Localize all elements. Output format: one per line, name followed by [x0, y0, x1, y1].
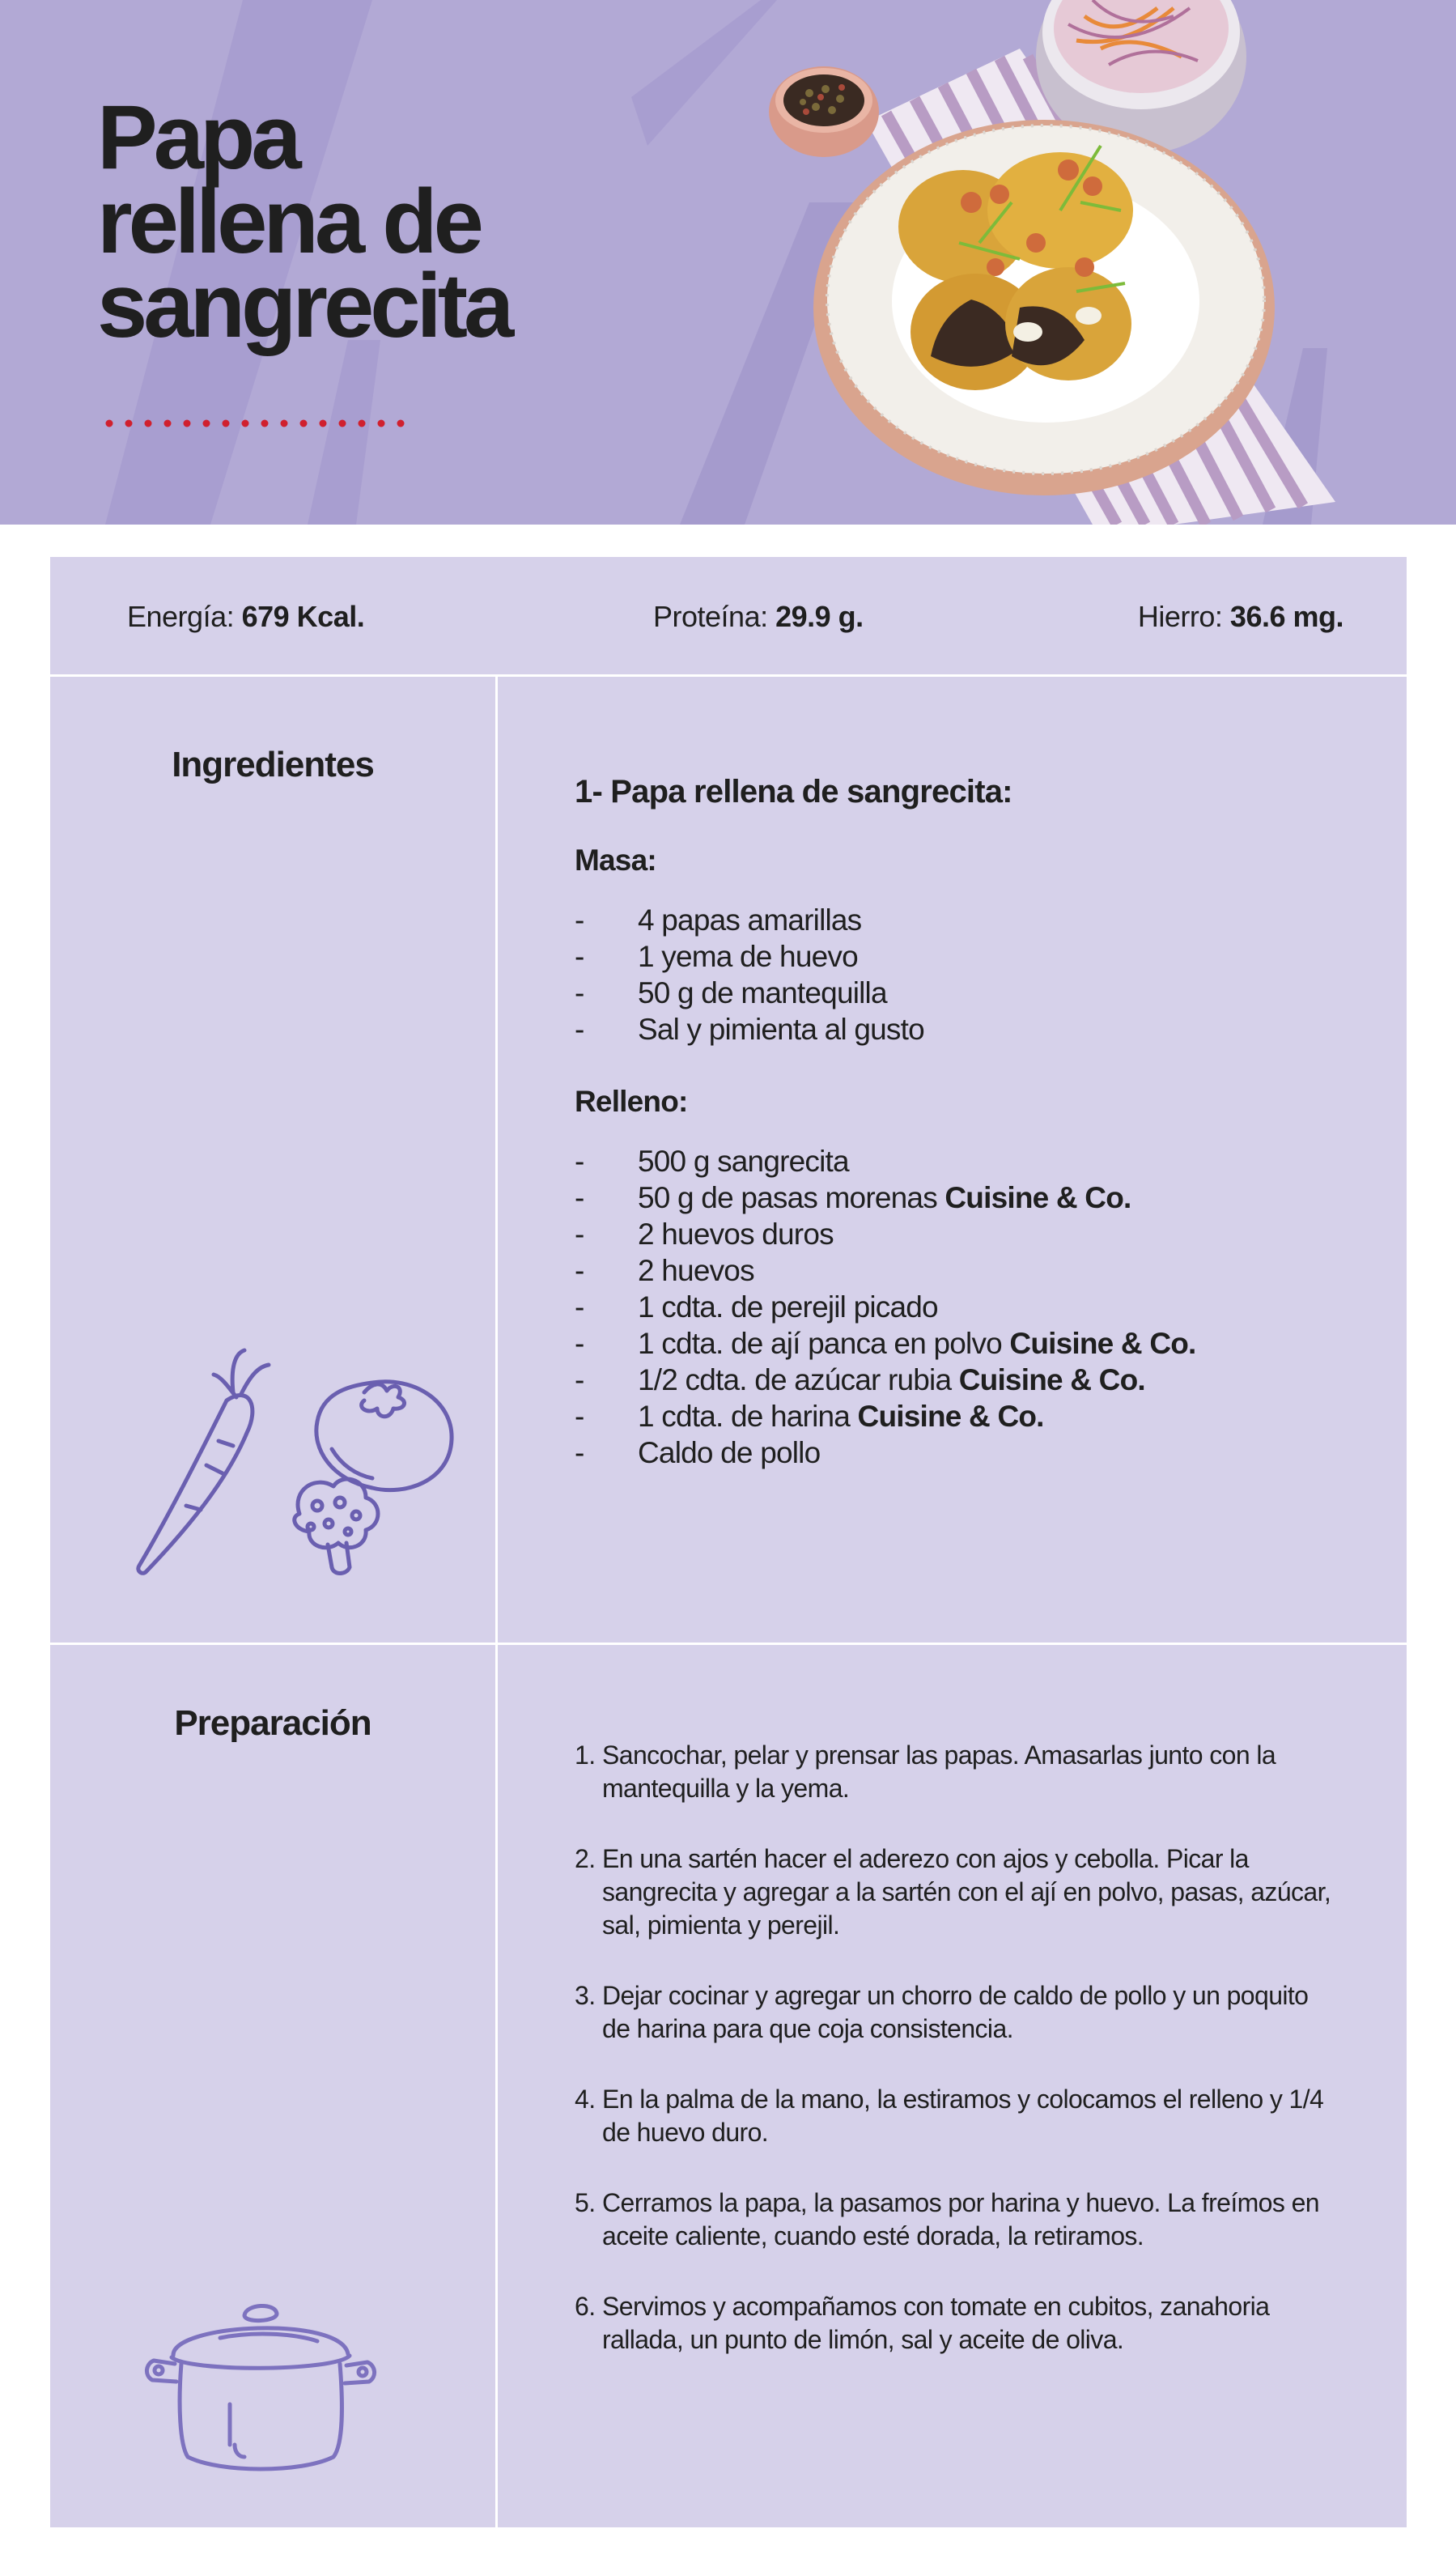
steps-list — [575, 1739, 1335, 2394]
broccoli-icon — [295, 1479, 378, 1573]
stat-protein-value: 29.9 g. — [775, 600, 864, 633]
list-item: - 50 g de pasas morenas Cuisine & Co. — [575, 1181, 1131, 1214]
list-item: - 1 cdta. de ají panca en polvo Cuisine & Co. — [575, 1327, 1196, 1360]
recipe-title-line-1: Papa — [97, 87, 298, 188]
list-item: 5. Cerramos la papa, la pasamos por harina y huevo. La freímos en aceite caliente, cuando esté dorada, la retiramos. — [575, 2188, 1319, 2250]
list-item: - 1 cdta. de harina Cuisine & Co. — [575, 1400, 1044, 1433]
stat-iron-label: Hierro: — [1137, 600, 1223, 633]
tomato-icon — [316, 1382, 452, 1490]
nutrition-bar — [50, 557, 1407, 677]
list-item: 4. En la palma de la mano, la estiramos y colocamos el relleno y 1/4 de huevo duro. — [575, 2085, 1324, 2147]
stat-iron-value: 36.6 mg. — [1229, 600, 1344, 633]
stat-iron — [1138, 597, 1344, 636]
stat-protein — [653, 597, 864, 636]
list-item: - Caldo de pollo — [575, 1436, 821, 1469]
masa-heading: Masa: — [575, 844, 656, 877]
list-item: - 2 huevos duros — [575, 1218, 834, 1251]
list-item: - 50 g de mantequilla — [575, 976, 887, 1009]
list-item: - 4 papas amarillas — [575, 903, 862, 937]
masa-list — [575, 902, 924, 1048]
list-item: 1. Sancochar, pelar y prensar las papas. Amasarlas junto con la mantequilla y la yema. — [575, 1740, 1276, 1803]
brand-name: Cuisine & Co. — [857, 1400, 1044, 1433]
relleno-list — [575, 1143, 1196, 1471]
preparation-heading: Preparación — [174, 1703, 371, 1743]
list-item: 2. En una sartén hacer el aderezo con ajos y cebolla. Picar la sangrecita y agregar a la sartén con el ají en polvo, pasas, azúcar, sal, pimienta y perejil. — [575, 1844, 1331, 1940]
hero-banner — [0, 0, 1456, 525]
stat-energy-value: 679 Kcal. — [241, 600, 365, 633]
stat-protein-label: Proteína: — [653, 600, 768, 633]
recipe-card — [50, 557, 1407, 2527]
brand-name: Cuisine & Co. — [1009, 1327, 1196, 1360]
section-divider — [50, 1643, 1407, 1645]
cooking-pot-icon — [146, 2306, 374, 2469]
list-item: 6. Servimos y acompañamos con tomate en cubitos, zanahoria rallada, un punto de limón, sal y aceite de oliva. — [575, 2292, 1270, 2354]
recipe-title-line-3: sangrecita — [97, 255, 511, 356]
brand-name: Cuisine & Co. — [958, 1363, 1145, 1396]
list-item: - 1/2 cdta. de azúcar rubia Cuisine & Co. — [575, 1363, 1145, 1396]
cooking-pot-illustration — [139, 2291, 382, 2477]
recipe-subtitle: 1- Papa rellena de sangrecita: — [575, 774, 1012, 810]
peppercorn-bowl — [769, 66, 879, 157]
relleno-heading: Relleno: — [575, 1085, 688, 1118]
decorative-dotted-line — [105, 418, 421, 429]
list-item: - 500 g sangrecita — [575, 1145, 849, 1178]
vegetables-illustration — [129, 1344, 469, 1579]
list-item: - 1 cdta. de perejil picado — [575, 1290, 938, 1324]
recipe-title-line-2: rellena de — [97, 171, 480, 272]
stat-energy-label: Energía: — [127, 600, 235, 633]
column-divider — [495, 677, 498, 2527]
list-item: - 1 yema de huevo — [575, 940, 858, 973]
list-item: - Sal y pimienta al gusto — [575, 1013, 924, 1046]
dish-photo — [753, 0, 1368, 525]
recipe-title — [97, 87, 511, 356]
carrot-icon — [138, 1350, 269, 1573]
list-item: - 2 huevos — [575, 1254, 754, 1287]
ingredients-heading: Ingredientes — [172, 745, 374, 784]
brand-name: Cuisine & Co. — [944, 1181, 1131, 1214]
stat-energy — [127, 597, 364, 636]
list-item: 3. Dejar cocinar y agregar un chorro de caldo de pollo y un poquito de harina para que coja consistencia. — [575, 1981, 1309, 2043]
